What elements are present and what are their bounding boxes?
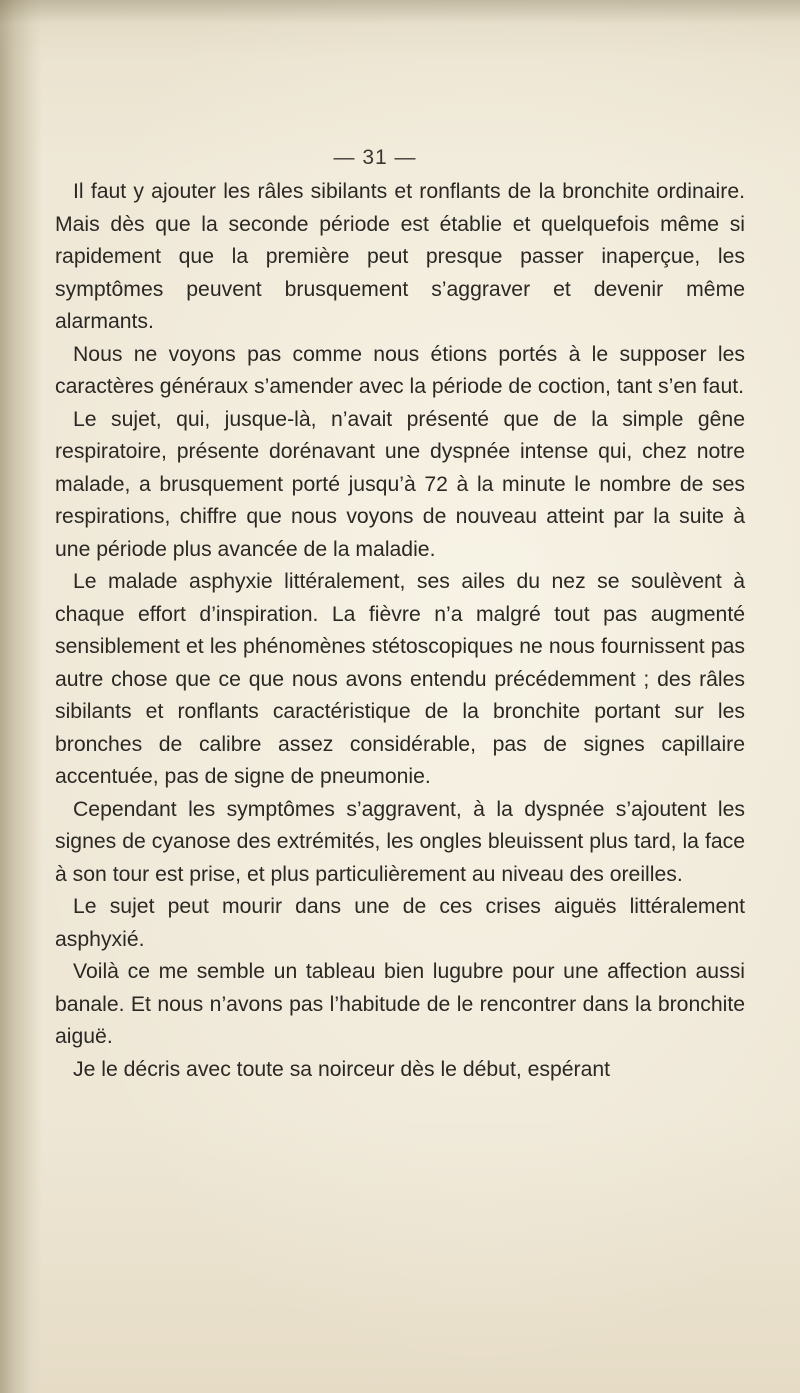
paragraph: Le sujet peut mourir dans une de ces crises aiguës littéralement asphyxié. (55, 895, 745, 951)
paragraph: Il faut y ajouter les râles sibilants et ronflants de la bronchite ordinaire. Mais dès que la seconde période est établie et quelquefois même si rapidement que la première peut presque passer inaperçue, les symptômes peuvent brusquement s’aggraver et devenir même alarmants. (55, 180, 745, 333)
page-number: — 31 — (333, 146, 417, 169)
book-spine-shadow (0, 0, 42, 1393)
top-edge-shadow (0, 0, 800, 60)
paragraph: Voilà ce me semble un tableau bien lugubre pour une affection aussi banale. Et nous n’avons pas l’habitude de le rencontrer dans la bronchite aiguë. (55, 960, 745, 1048)
paragraph: Le sujet, qui, jusque-là, n’avait présenté que de la simple gêne respiratoire, présente dorénavant une dyspnée intense qui, chez notre malade, a brusquement porté jusqu’à 72 à la minute le nombre de ses respirations, chiffre que nous voyons de nouveau atteint par la suite à une période plus avancée de la maladie. (55, 407, 745, 561)
paragraph: Je le décris avec toute sa noirceur dès le début, espérant (73, 1057, 611, 1081)
paragraph: Le malade asphyxie littéralement, ses ailes du nez se soulèvent à chaque effort d’inspiration. La fièvre n’a malgré tout pas augmenté sensiblement et les phénomènes stétoscopiques ne nous fournissent pas autre chose que ce que nous avons entendu précédemment ; des râles sibilants et ronflants caractéristique de la bronchite portant sur les bronches de calibre assez considérable, pas de signes capillaire accentuée, pas de signe de pneumonie. (55, 570, 745, 788)
body-text (55, 176, 745, 1086)
paragraph: Cependant les symptômes s’aggravent, à la dyspnée s’ajoutent les signes de cyanose des extrémités, les ongles bleuissent plus tard, la face à son tour est prise, et plus particulièrement au niveau des oreilles. (55, 797, 745, 886)
paragraph: Nous ne voyons pas comme nous étions portés à le supposer les caractères généraux s’amender avec la période de coction, tant s’en faut. (55, 342, 745, 398)
